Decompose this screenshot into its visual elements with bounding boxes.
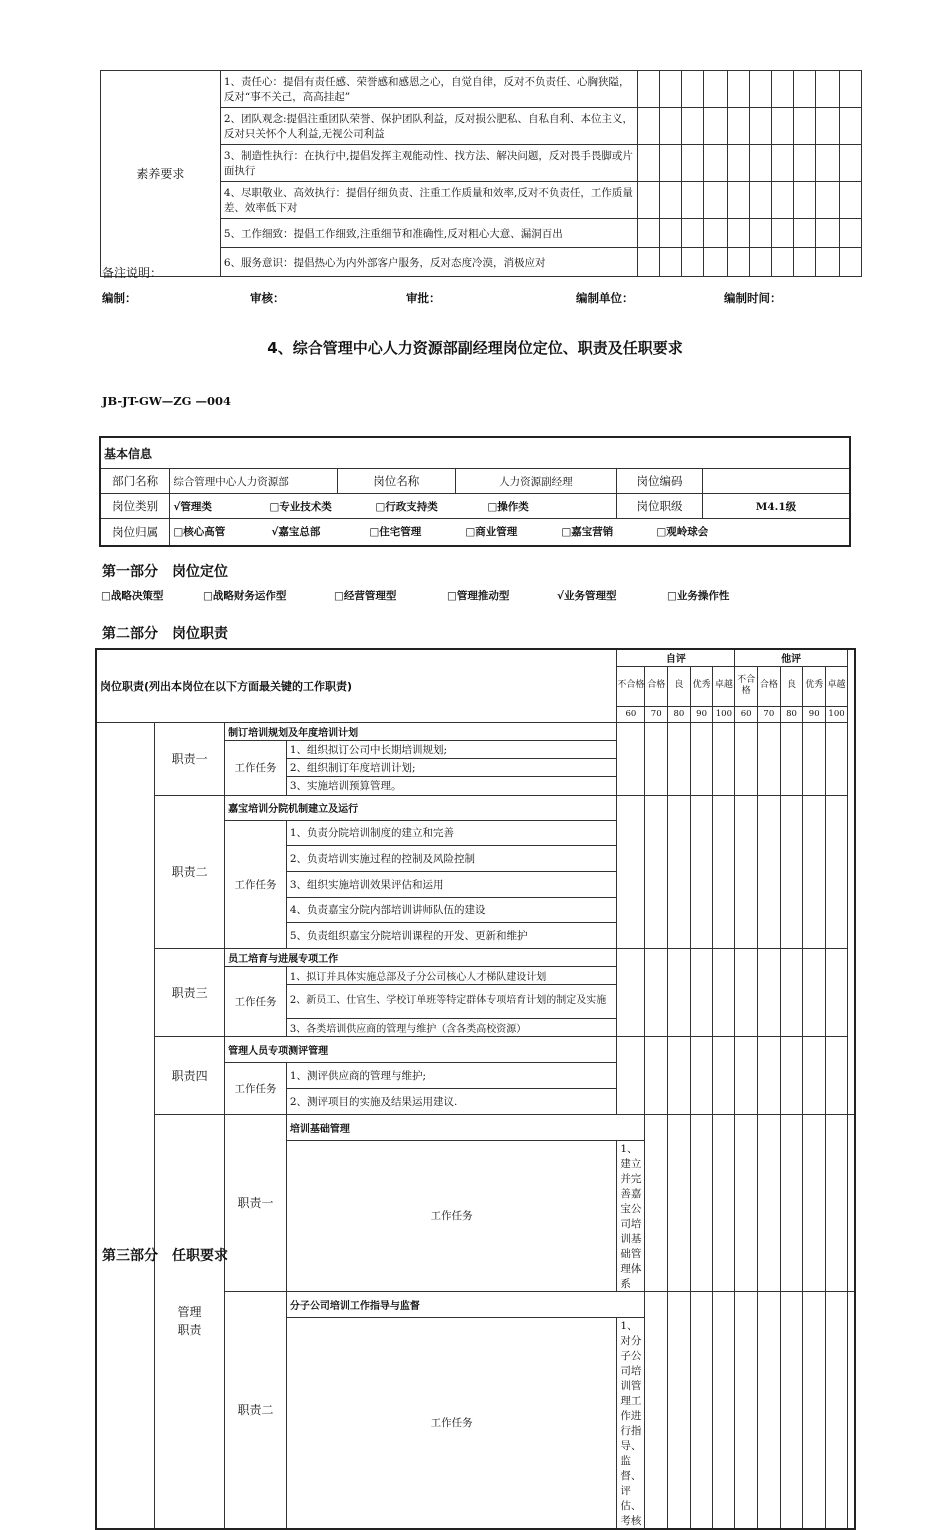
- score-header: 90: [803, 706, 826, 722]
- quality-label: 素养要求: [101, 71, 221, 277]
- task-item: 4、负责嘉宝分院内部培训讲师队伍的建设: [286, 897, 617, 922]
- post-label: 岗位名称: [337, 469, 455, 494]
- duty-name: 职责一: [155, 722, 225, 795]
- duty-name: 职责四: [155, 1036, 225, 1114]
- task-item: 3、各类培训供应商的管理与维护（含各类高校资源）: [286, 1018, 617, 1036]
- score-header: 100: [713, 706, 735, 722]
- quality-requirements-table: [100, 70, 862, 277]
- grade-header: 优秀: [803, 666, 826, 706]
- self-eval-header: 自评: [617, 649, 735, 666]
- grade-header: 不合格: [735, 666, 758, 706]
- grade-label: 岗位职级: [617, 494, 703, 519]
- task-item: 3、实施培训预算管理。: [286, 776, 617, 795]
- signoff-approve: 审批：: [406, 291, 441, 305]
- quality-item: 3、制造性执行：在执行中,提倡发挥主观能动性、找方法、解决问题，反对畏手畏脚或片面执行: [220, 145, 637, 182]
- score-header: 70: [757, 706, 780, 722]
- score-header: 80: [668, 706, 691, 722]
- duty-name: 职责二: [225, 1291, 287, 1529]
- position-option[interactable]: □经营管理型: [334, 590, 397, 602]
- score-header: 60: [617, 706, 645, 722]
- score-header: 100: [826, 706, 848, 722]
- category-option[interactable]: □行政支持类: [375, 500, 438, 513]
- belong-option[interactable]: □嘉宝营销: [561, 526, 614, 539]
- grade-header: 合格: [757, 666, 780, 706]
- task-item: 1、测评供应商的管理与维护;: [286, 1062, 617, 1088]
- belong-options: [170, 519, 850, 546]
- quality-item: 6、服务意识：提倡热心为内外部客户服务，反对态度冷漠，消极应对: [220, 248, 637, 277]
- score-header: 90: [690, 706, 713, 722]
- duty-name: 职责三: [155, 948, 225, 1036]
- category-option[interactable]: √管理类: [173, 500, 212, 513]
- duty-title: 培训基础管理: [286, 1114, 645, 1140]
- part1-options: [101, 588, 729, 603]
- grade-header: 良: [668, 666, 691, 706]
- signoff-unit: 编制单位：: [576, 291, 634, 305]
- grade-header: 良: [780, 666, 803, 706]
- dept-value: 综合管理中心人力资源部: [170, 469, 338, 494]
- signoff-review: 审核：: [250, 291, 285, 305]
- duty-title: 员工培育与进展专项工作: [225, 948, 617, 966]
- post-value: 人力资源副经理: [455, 469, 617, 494]
- code-value: [702, 469, 850, 494]
- category-options: [170, 494, 617, 519]
- quality-item: 2、团队观念:提倡注重团队荣誉、保护团队利益，反对损公肥私、自私自利、本位主义，反对只关怀个人利益,无视公司利益: [220, 108, 637, 145]
- task-label: 工作任务: [225, 1062, 287, 1114]
- other-eval-header: 他评: [735, 649, 848, 666]
- grade-value: M4.1级: [702, 494, 850, 519]
- task-label: 工作任务: [286, 1140, 617, 1291]
- task-item: 1、对分子公司培训管理工作进行指导、监督、评估、考核: [617, 1317, 645, 1529]
- task-label: 工作任务: [225, 740, 287, 795]
- task-item: 2、负责培训实施过程的控制及风险控制: [286, 845, 617, 871]
- task-item: 2、新员工、仕官生、学校订单班等特定群体专项培育计划的制定及实施: [286, 984, 617, 1018]
- category-option[interactable]: □操作类: [487, 500, 529, 513]
- task-item: 1、组织拟订公司中长期培训规划;: [286, 740, 617, 758]
- notes-label: 备注说明：: [102, 266, 163, 280]
- position-option[interactable]: □管理推动型: [447, 590, 510, 602]
- duties-header: 岗位职责(列出本岗位在以下方面最关键的工作职责): [96, 649, 617, 722]
- duty-title: 管理人员专项测评管理: [225, 1036, 617, 1062]
- score-header: 70: [645, 706, 668, 722]
- task-item: 3、组织实施培训效果评估和运用: [286, 871, 617, 897]
- grade-header: 优秀: [690, 666, 713, 706]
- code-label: 岗位编码: [617, 469, 703, 494]
- task-label: 工作任务: [225, 966, 287, 1036]
- grade-header: 卓越: [713, 666, 735, 706]
- quality-item: 1、责任心：提倡有责任感、荣誉感和感恩之心，自觉自律，反对不负责任、心胸狭隘，反对“事不关己，高高挂起”: [220, 71, 637, 108]
- document-code: JB-JT-GW—ZG —004: [102, 394, 231, 408]
- part1-title: 第一部分 岗位定位: [102, 564, 228, 580]
- position-option[interactable]: □战略决策型: [101, 590, 164, 602]
- category-label: 岗位类别: [100, 494, 170, 519]
- quality-item: 4、尽职敬业、高效执行：提倡仔细负责、注重工作质量和效率,反对不负责任，工作质量差、效率低下对: [220, 182, 637, 219]
- task-item: 1、建立并完善嘉宝公司培训基础管理体系: [617, 1140, 645, 1291]
- duty-title: 制订培训规划及年度培训计划: [225, 722, 617, 740]
- position-option[interactable]: √业务管理型: [557, 590, 617, 602]
- task-item: 2、组织制订年度培训计划;: [286, 758, 617, 776]
- signoff-date: 编制时间：: [724, 291, 782, 305]
- dept-label: 部门名称: [100, 469, 170, 494]
- part2-title: 第二部分 岗位职责: [102, 626, 228, 642]
- position-option[interactable]: □战略财务运作型: [203, 590, 287, 602]
- task-item: 2、测评项目的实施及结果运用建议.: [286, 1088, 617, 1114]
- grade-header: 卓越: [826, 666, 848, 706]
- task-item: 5、负责组织嘉宝分院培训课程的开发、更新和维护: [286, 922, 617, 948]
- signoff-author: 编制：: [102, 291, 137, 305]
- quality-item: 5、工作细致：提倡工作细致,注重细节和准确性,反对粗心大意、漏洞百出: [220, 219, 637, 248]
- belong-label: 岗位归属: [100, 519, 170, 546]
- document-title: 4、综合管理中心人力资源部副经理岗位定位、职责及任职要求: [267, 339, 683, 357]
- duty-title: 嘉宝培训分院机制建立及运行: [225, 795, 617, 820]
- core-duties-group: [96, 722, 155, 1529]
- grade-header: 合格: [645, 666, 668, 706]
- task-label: 工作任务: [225, 820, 287, 948]
- score-header: 80: [780, 706, 803, 722]
- grade-header: 不合格: [617, 666, 645, 706]
- score-header: 60: [735, 706, 758, 722]
- belong-option[interactable]: □观岭球会: [656, 526, 709, 539]
- duty-name: 职责二: [155, 795, 225, 948]
- position-option[interactable]: □业务操作性: [667, 590, 730, 602]
- task-item: 1、负责分院培训制度的建立和完善: [286, 820, 617, 845]
- task-label: 工作任务: [286, 1317, 617, 1529]
- mgmt-duties-label: [155, 1114, 225, 1529]
- duty-title: 分子公司培训工作指导与监督: [286, 1291, 645, 1317]
- part3-title: 第三部分 任职要求: [102, 1248, 228, 1264]
- basic-info-title: 基本信息: [100, 437, 850, 469]
- duty-name: 职责一: [225, 1114, 287, 1291]
- belong-option[interactable]: □住宅管理: [369, 526, 422, 539]
- basic-info-table: [99, 436, 851, 547]
- mgmt-label-text: 管理职责: [177, 1305, 202, 1337]
- duties-table: [95, 648, 856, 1530]
- category-option[interactable]: □专业技术类: [269, 500, 332, 513]
- belong-option[interactable]: √嘉宝总部: [271, 526, 321, 539]
- belong-option[interactable]: □核心高管: [173, 526, 226, 539]
- task-item: 1、拟订并具体实施总部及子分公司核心人才梯队建设计划: [286, 966, 617, 984]
- belong-option[interactable]: □商业管理: [465, 526, 518, 539]
